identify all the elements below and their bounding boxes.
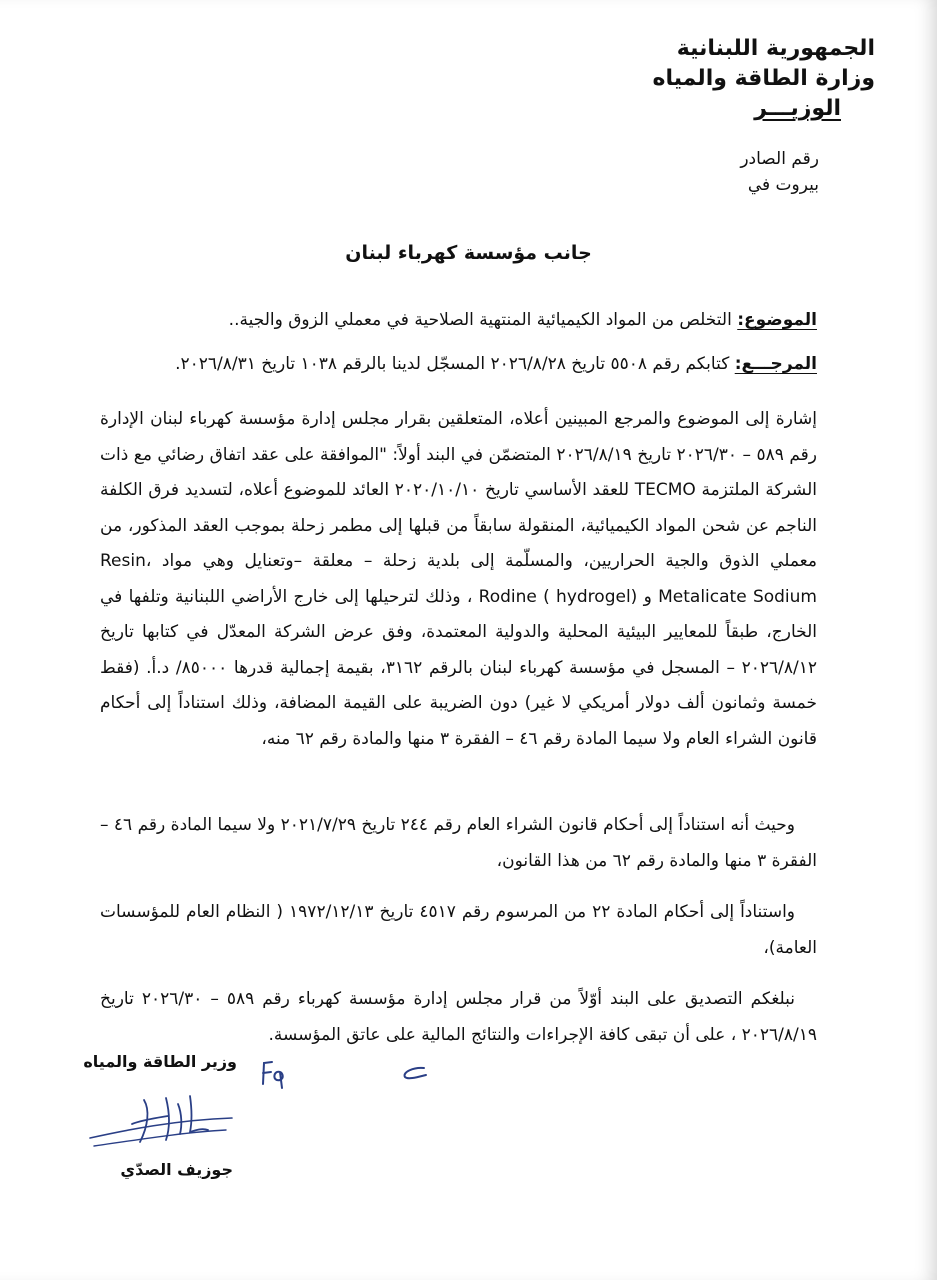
letter-meta — [740, 146, 819, 198]
republic-name: الجمهورية اللبنانية — [676, 36, 875, 61]
signatory-name: جوزيف الصدّي — [120, 1160, 233, 1179]
subject-text: التخلص من المواد الكيميائية المنتهية الصلاحية في معملي الزوق والجية.. — [228, 310, 738, 330]
signatory-title: وزير الطاقة والمياه — [83, 1052, 237, 1071]
reference-text: كتابكم رقم ٥٥٠٨ تاريخ ٢٠٢٦/٨/٢٨ المسجّل لدينا بالرقم ١٠٣٨ تاريخ ٢٠٢٦/٨/٣١. — [175, 354, 735, 374]
body-paragraph: وحيث أنه استناداً إلى أحكام قانون الشراء العام رقم ٢٤٤ تاريخ ٢٠٢١/٧/٢٩ ولا سيما المادة رقم ٤٦ – الفقرة ٣ منها والمادة رقم ٦٢ من هذا القانون، — [100, 815, 817, 871]
handwritten-signature — [86, 1090, 238, 1154]
subject-line — [229, 310, 817, 330]
place-date-label: بيروت في — [747, 175, 819, 195]
minister-heading: الوزيـــر — [754, 96, 841, 121]
outgoing-number-label: رقم الصادر — [740, 149, 819, 169]
subject-label: الموضوع: — [737, 310, 817, 330]
reference-label: المرجـــع: — [734, 354, 817, 374]
check-mark — [396, 1064, 430, 1084]
letterhead — [652, 34, 875, 124]
ministry-name: وزارة الطاقة والمياه — [652, 66, 875, 91]
reference-line — [175, 354, 817, 374]
body-paragraph: واستناداً إلى أحكام المادة ٢٢ من المرسوم رقم ٤٥١٧ تاريخ ١٩٧٢/١٢/١٣ ( النظام العام للمؤسسات العامة)، — [100, 902, 817, 958]
body-paragraph: نبلغكم التصديق على البند أوّلاً من قرار مجلس إدارة مؤسسة كهرباء رقم ٥٨٩ – ٢٠٢٦/٣٠ تاريخ ٢٠٢٦/٨/١٩ ، على أن تبقى كافة الإجراءات والنتائج المالية على عاتق المؤسسة. — [100, 989, 817, 1045]
body-paragraph: إشارة إلى الموضوع والمرجع المبينين أعلاه، المتعلقين بقرار مجلس إدارة مؤسسة كهرباء لبنان الإدارة رقم ٥٨٩ – ٢٠٢٦/٣٠ تاريخ ٢٠٢٦/٨/١٩ المتضمّن في البند أولاً: "الموافقة على عقد اتفاق رضائي مع ذات الشركة الملتزمة TECMO للعقد الأساسي تاريخ ٢٠٢٠/١٠/١٠ العائد للموضوع أعلاه، لتسديد فرق الكلفة الناجم عن شحن المواد الكيميائية، المنقولة سابقاً من قبلها إلى مطمر زحلة بموجب العقد المذكور، من معملي الذوق والجية الحراريين، والمسلّمة إلى بلدية زحلة – معلقة –وتعنايل وهي مواد Resin، Metalicate Sodium و Rodine ( hydrogel) ، وذلك لترحيلها إلى خارج الأراضي اللبنانية وتلفها في الخارج، طبقاً للمعايير البيئية المحلية والدولية المعتمدة، وفق عرض الشركة المعدّل في كتابها تاريخ ٢٠٢٦/٨/١٢ – المسجل في مؤسسة كهرباء لبنان بالرقم ٣١٦٢، بقيمة إجمالية قدرها ٨٥٠٠٠/ د.أ. (فقط خمسة وثمانون ألف دولار أمريكي لا غير) دون الضريبة على القيمة المضافة، وذلك استناداً إلى أحكام قانون الشراء العام ولا سيما المادة رقم ٤٦ – الفقرة ٣ منها والمادة رقم ٦٢ منه، — [100, 409, 817, 749]
initials-mark — [258, 1058, 302, 1092]
addressee: جانب مؤسسة كهرباء لبنان — [345, 242, 592, 264]
